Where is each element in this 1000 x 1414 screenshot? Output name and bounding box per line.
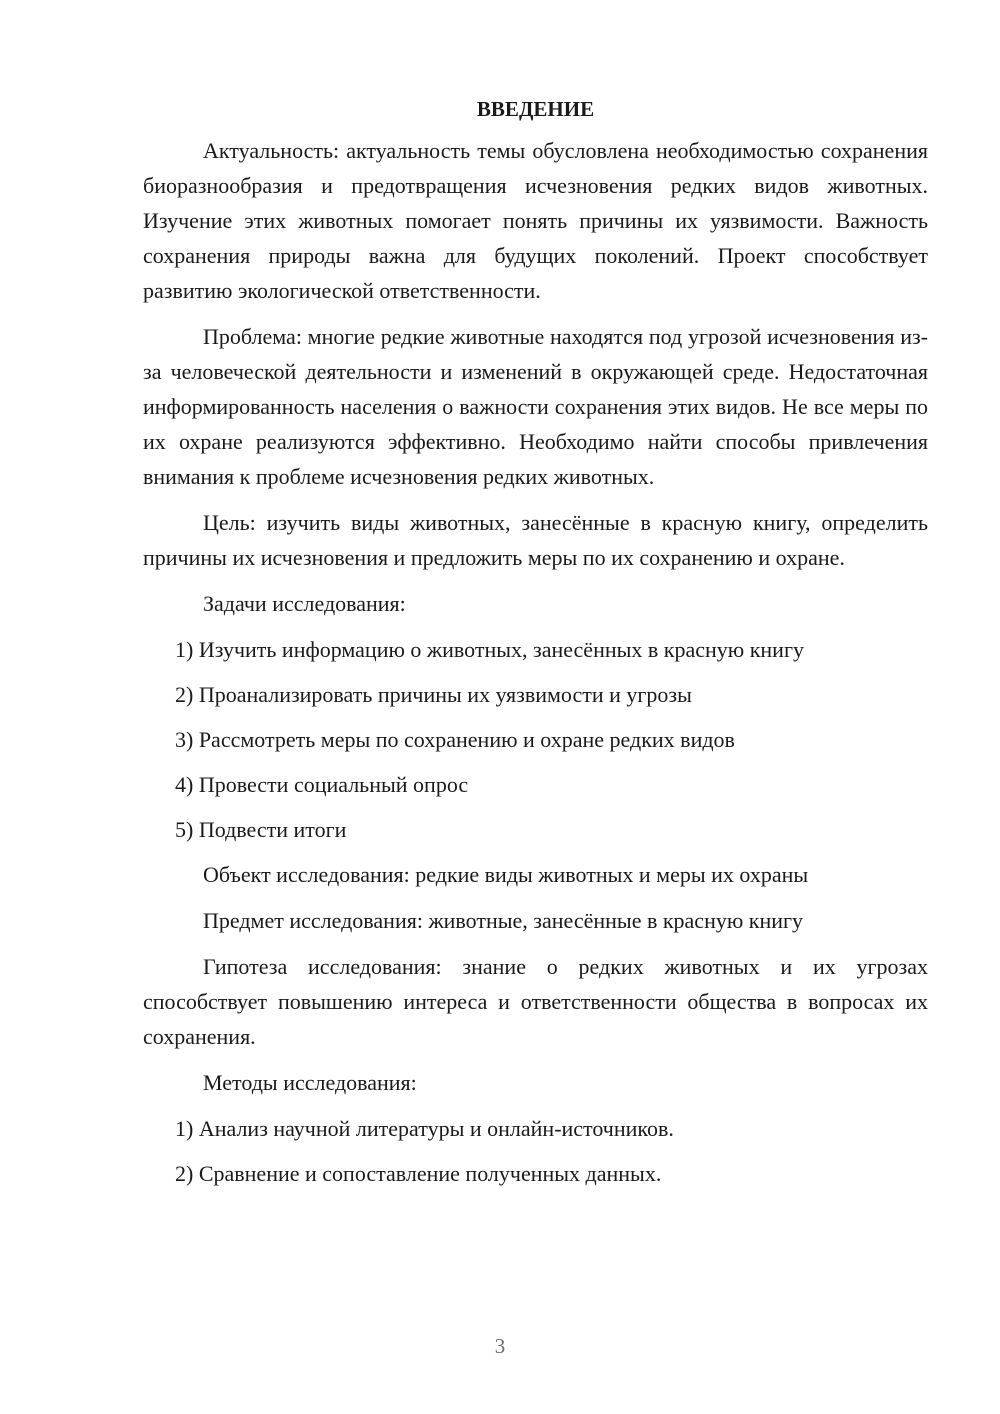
document-page (143, 92, 928, 1201)
relevance-paragraph: Актуальность: актуальность темы обусловлена необходимостью сохранения биоразнообразия и предотвращения исчезновения редких видов животных. Изучение этих животных помогает понять причины их уязвимости. Важность сохранения природы важна для будущих поколений. Проект способствует развитию экологической ответственности. (143, 138, 928, 303)
list-item: 1) Изучить информацию о животных, занесённых в красную книгу (175, 637, 804, 662)
tasks-heading: Задачи исследования: (203, 591, 406, 616)
problem-paragraph: Проблема: многие редкие животные находятся под угрозой исчезновения из-за человеческой деятельности и изменений в окружающей среде. Недостаточная информированность населения о важности сохранения этих видов. Не все меры по их охране реализуются эффективно. Необходимо найти способы привлечения внимания к проблеме исчезновения редких животных. (143, 324, 928, 489)
methods-list (143, 1111, 928, 1191)
list-item: 2) Сравнение и сопоставление полученных данных. (175, 1161, 662, 1186)
tasks-list (143, 632, 928, 847)
methods-heading: Методы исследования: (203, 1070, 417, 1095)
list-item: 3) Рассмотреть меры по сохранению и охране редких видов (175, 727, 735, 752)
list-item: 1) Анализ научной литературы и онлайн-источников. (175, 1116, 674, 1141)
list-item: 4) Провести социальный опрос (175, 772, 469, 797)
list-item: 5) Подвести итоги (175, 817, 347, 842)
goal-paragraph: Цель: изучить виды животных, занесённые в красную книгу, определить причины их исчезновения и предложить меры по их сохранению и охране. (143, 510, 928, 570)
subject-line: Предмет исследования: животные, занесённые в красную книгу (203, 908, 804, 933)
hypothesis-paragraph: Гипотеза исследования: знание о редких животных и их угрозах способствует повышению интереса и ответственности общества в вопросах их сохранения. (143, 954, 928, 1049)
page-number: 3 (494, 1334, 506, 1358)
object-line: Объект исследования: редкие виды животных и меры их охраны (203, 862, 809, 887)
page-title: ВВЕДЕНИЕ (476, 97, 595, 121)
list-item: 2) Проанализировать причины их уязвимости и угрозы (175, 682, 692, 707)
